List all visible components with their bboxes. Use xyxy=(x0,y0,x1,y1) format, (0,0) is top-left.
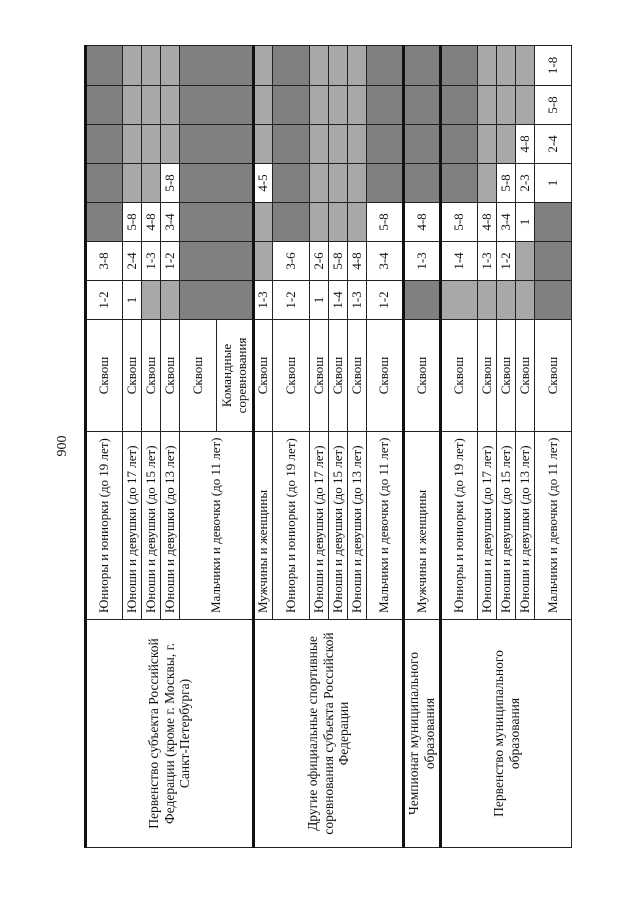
shaded-cell xyxy=(497,281,516,320)
table-row xyxy=(441,46,478,848)
age-cell: Мальчики и девочки (до 11 лет) xyxy=(367,432,404,620)
place-cell: 1-4 xyxy=(329,281,348,320)
discipline-cell: Сквош xyxy=(86,320,123,432)
shaded-cell xyxy=(123,46,142,86)
place-cell: 2-6 xyxy=(310,242,329,281)
age-cell: Юноши и девушки (до 17 лет) xyxy=(123,432,142,620)
discipline-cell: Сквош xyxy=(142,320,161,432)
place-cell: 5-8 xyxy=(329,242,348,281)
shaded-cell xyxy=(161,125,180,164)
place-cell: 1-3 xyxy=(348,281,367,320)
shaded-cell xyxy=(478,46,497,86)
shaded-cell xyxy=(273,46,310,86)
discipline-cell: Сквош xyxy=(180,320,217,432)
shaded-cell xyxy=(478,281,497,320)
place-cell: 1-2 xyxy=(273,281,310,320)
shaded-cell xyxy=(123,164,142,203)
shaded-cell xyxy=(161,46,180,86)
place-cell: 3-4 xyxy=(161,203,180,242)
shaded-cell xyxy=(254,46,273,86)
age-cell: Мужчины и женщины xyxy=(254,432,273,620)
discipline-cell: Сквош xyxy=(254,320,273,432)
shaded-cell xyxy=(254,125,273,164)
place-cell: 1-2 xyxy=(367,281,404,320)
group-cell: Первенство муниципального образования xyxy=(441,620,572,848)
shaded-cell xyxy=(516,86,535,125)
place-cell: 5-8 xyxy=(535,86,572,125)
shaded-cell xyxy=(86,46,123,86)
shaded-cell xyxy=(180,164,254,203)
age-cell: Юниоры и юниорки (до 19 лет) xyxy=(273,432,310,620)
place-cell: 5-8 xyxy=(367,203,404,242)
shaded-cell xyxy=(273,125,310,164)
place-cell: 1-3 xyxy=(404,242,441,281)
place-cell: 2-3 xyxy=(516,164,535,203)
discipline-cell: Сквош xyxy=(329,320,348,432)
shaded-cell xyxy=(273,203,310,242)
discipline-cell: Сквош xyxy=(161,320,180,432)
place-cell: 2-4 xyxy=(123,242,142,281)
shaded-cell xyxy=(367,164,404,203)
shaded-cell xyxy=(348,125,367,164)
discipline-cell: Сквош xyxy=(497,320,516,432)
discipline-cell: Сквош xyxy=(441,320,478,432)
rankings-table xyxy=(84,45,572,848)
place-cell: 3-4 xyxy=(367,242,404,281)
place-cell: 1-4 xyxy=(441,242,478,281)
place-cell: 1-2 xyxy=(86,281,123,320)
place-cell: 4-5 xyxy=(254,164,273,203)
place-cell: 5-8 xyxy=(123,203,142,242)
age-cell: Мальчики и девочки (до 11 лет) xyxy=(180,432,254,620)
shaded-cell xyxy=(310,125,329,164)
shaded-cell xyxy=(441,164,478,203)
shaded-cell xyxy=(404,86,441,125)
shaded-cell xyxy=(142,46,161,86)
place-cell: 1-3 xyxy=(478,242,497,281)
shaded-cell xyxy=(310,46,329,86)
place-cell: 1-8 xyxy=(535,46,572,86)
shaded-cell xyxy=(329,46,348,86)
page-number: 900 xyxy=(55,435,70,457)
shaded-cell xyxy=(516,281,535,320)
table-row xyxy=(86,46,123,848)
shaded-cell xyxy=(367,86,404,125)
discipline-cell: Сквош xyxy=(348,320,367,432)
rotated-table xyxy=(84,46,560,848)
place-cell: 5-8 xyxy=(497,164,516,203)
shaded-cell xyxy=(348,46,367,86)
shaded-cell xyxy=(535,281,572,320)
shaded-cell xyxy=(478,164,497,203)
age-cell: Юниоры и юниорки (до 19 лет) xyxy=(86,432,123,620)
place-cell: 1-3 xyxy=(142,242,161,281)
place-cell: 4-8 xyxy=(404,203,441,242)
place-cell: 5-8 xyxy=(441,203,478,242)
shaded-cell xyxy=(404,281,441,320)
shaded-cell xyxy=(535,242,572,281)
shaded-cell xyxy=(180,86,254,125)
shaded-cell xyxy=(367,46,404,86)
shaded-cell xyxy=(497,125,516,164)
shaded-cell xyxy=(254,203,273,242)
shaded-cell xyxy=(180,125,254,164)
discipline-cell: Сквош xyxy=(310,320,329,432)
place-cell: 3-8 xyxy=(86,242,123,281)
shaded-cell xyxy=(404,164,441,203)
table-frame xyxy=(84,46,560,848)
shaded-cell xyxy=(86,86,123,125)
age-cell: Юноши и девушки (до 13 лет) xyxy=(161,432,180,620)
shaded-cell xyxy=(86,164,123,203)
shaded-cell xyxy=(273,86,310,125)
place-cell: 1-2 xyxy=(161,242,180,281)
table-row xyxy=(404,46,441,848)
shaded-cell xyxy=(441,86,478,125)
discipline-cell: Сквош xyxy=(273,320,310,432)
place-cell: 4-8 xyxy=(516,125,535,164)
shaded-cell xyxy=(516,242,535,281)
shaded-cell xyxy=(329,203,348,242)
discipline-cell: Сквош xyxy=(404,320,441,432)
age-cell: Юноши и девушки (до 13 лет) xyxy=(516,432,535,620)
place-cell: 4-8 xyxy=(348,242,367,281)
shaded-cell xyxy=(123,86,142,125)
shaded-cell xyxy=(254,86,273,125)
shaded-cell xyxy=(142,125,161,164)
age-cell: Юноши и девушки (до 15 лет) xyxy=(497,432,516,620)
place-cell: 3-6 xyxy=(273,242,310,281)
place-cell: 1 xyxy=(535,164,572,203)
place-cell: 5-8 xyxy=(161,164,180,203)
shaded-cell xyxy=(254,242,273,281)
table-row xyxy=(254,46,273,848)
age-cell: Юноши и девушки (до 15 лет) xyxy=(329,432,348,620)
age-cell: Юниоры и юниорки (до 19 лет) xyxy=(441,432,478,620)
shaded-cell xyxy=(86,203,123,242)
group-cell: Первенство субъекта Российской Федерации (кроме г. Москвы, г. Санкт-Петербурга) xyxy=(86,620,254,848)
shaded-cell xyxy=(329,86,348,125)
place-cell: 1-2 xyxy=(497,242,516,281)
shaded-cell xyxy=(180,203,254,242)
shaded-cell xyxy=(161,281,180,320)
place-cell: 4-8 xyxy=(142,203,161,242)
place-cell: 2-4 xyxy=(535,125,572,164)
age-cell: Мужчины и женщины xyxy=(404,432,441,620)
shaded-cell xyxy=(142,164,161,203)
discipline-cell: Сквош xyxy=(478,320,497,432)
shaded-cell xyxy=(86,125,123,164)
shaded-cell xyxy=(348,203,367,242)
shaded-cell xyxy=(142,281,161,320)
shaded-cell xyxy=(478,125,497,164)
shaded-cell xyxy=(348,164,367,203)
shaded-cell xyxy=(142,86,161,125)
shaded-cell xyxy=(180,46,254,86)
shaded-cell xyxy=(367,125,404,164)
shaded-cell xyxy=(497,46,516,86)
shaded-cell xyxy=(535,203,572,242)
shaded-cell xyxy=(348,86,367,125)
group-cell: Другие официальные спортивные соревнования субъекта Российской Федерации xyxy=(254,620,404,848)
place-cell: 1 xyxy=(516,203,535,242)
group-cell: Чемпионат муниципального образования xyxy=(404,620,441,848)
shaded-cell xyxy=(161,86,180,125)
age-cell: Юноши и девушки (до 13 лет) xyxy=(348,432,367,620)
discipline-cell: Сквош xyxy=(516,320,535,432)
place-cell: 1-3 xyxy=(254,281,273,320)
shaded-cell xyxy=(310,164,329,203)
age-cell: Юноши и девушки (до 17 лет) xyxy=(310,432,329,620)
age-cell: Юноши и девушки (до 17 лет) xyxy=(478,432,497,620)
shaded-cell xyxy=(180,281,254,320)
place-cell: 1 xyxy=(310,281,329,320)
shaded-cell xyxy=(329,164,348,203)
shaded-cell xyxy=(441,281,478,320)
discipline-cell: Командные соревнования xyxy=(217,320,254,432)
place-cell: 4-8 xyxy=(478,203,497,242)
place-cell: 3-4 xyxy=(497,203,516,242)
shaded-cell xyxy=(478,86,497,125)
discipline-cell: Сквош xyxy=(367,320,404,432)
shaded-cell xyxy=(273,164,310,203)
shaded-cell xyxy=(516,46,535,86)
age-cell: Мальчики и девочки (до 11 лет) xyxy=(535,432,572,620)
shaded-cell xyxy=(404,125,441,164)
shaded-cell xyxy=(310,203,329,242)
shaded-cell xyxy=(180,242,254,281)
shaded-cell xyxy=(441,125,478,164)
place-cell: 1 xyxy=(123,281,142,320)
shaded-cell xyxy=(329,125,348,164)
shaded-cell xyxy=(310,86,329,125)
shaded-cell xyxy=(441,46,478,86)
shaded-cell xyxy=(497,86,516,125)
age-cell: Юноши и девушки (до 15 лет) xyxy=(142,432,161,620)
shaded-cell xyxy=(404,46,441,86)
shaded-cell xyxy=(123,125,142,164)
discipline-cell: Сквош xyxy=(535,320,572,432)
discipline-cell: Сквош xyxy=(123,320,142,432)
